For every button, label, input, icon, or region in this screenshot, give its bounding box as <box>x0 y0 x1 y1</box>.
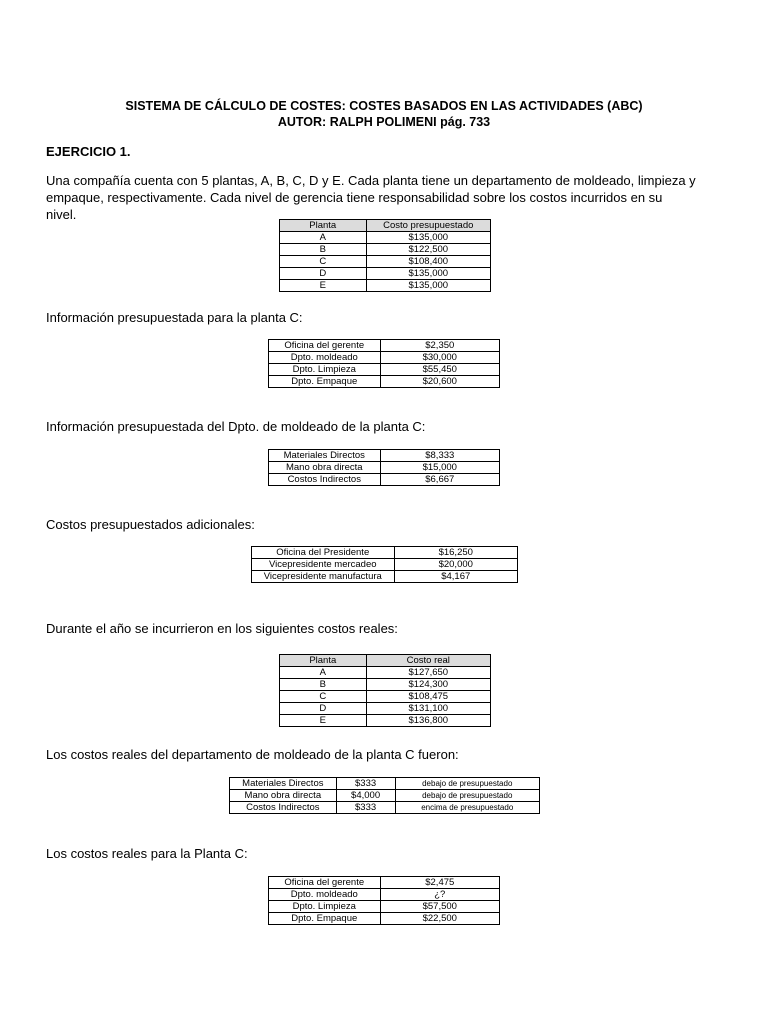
table-cell: $131,100 <box>366 703 490 715</box>
table-cell: $4,000 <box>336 790 395 802</box>
molding-actual-table <box>229 777 540 814</box>
table-cell: Vicepresidente mercadeo <box>252 559 395 571</box>
table-cell: $333 <box>336 778 395 790</box>
table-row <box>269 450 500 462</box>
table-cell: B <box>280 679 367 691</box>
actual-by-plant-table <box>279 654 491 727</box>
table-row <box>280 667 491 679</box>
table-cell: Oficina del gerente <box>269 877 381 889</box>
table-cell: Costos Indirectos <box>230 802 337 814</box>
exercise-heading: EJERCICIO 1. <box>46 144 131 159</box>
table-cell: B <box>280 244 367 256</box>
table-cell: $16,250 <box>394 547 517 559</box>
table-cell-note: debajo de presupuestado <box>395 778 540 790</box>
plant-c-actual-label: Los costos reales para la Planta C: <box>46 846 248 861</box>
table-row <box>280 268 491 280</box>
molding-budget-label: Información presupuestada del Dpto. de moldeado de la planta C: <box>46 419 426 434</box>
actual-costs-label: Durante el año se incurrieron en los siguientes costos reales: <box>46 621 398 636</box>
table-row <box>280 703 491 715</box>
table-cell: $135,000 <box>366 280 491 292</box>
table-cell: $55,450 <box>380 364 499 376</box>
table-cell: $6,667 <box>380 474 499 486</box>
table-cell: $108,475 <box>366 691 490 703</box>
table-row <box>230 802 540 814</box>
table-row <box>280 715 491 727</box>
table-cell: $4,167 <box>394 571 517 583</box>
table-row <box>280 232 491 244</box>
molding-budget-table <box>268 449 500 486</box>
table-row <box>269 352 500 364</box>
table-cell: Materiales Directos <box>269 450 381 462</box>
table-cell: Oficina del gerente <box>269 340 381 352</box>
table-cell: $57,500 <box>380 901 499 913</box>
table-cell-note: encima de presupuestado <box>395 802 540 814</box>
table-row <box>252 559 518 571</box>
table-cell-note: debajo de presupuestado <box>395 790 540 802</box>
table-cell: Costos Indirectos <box>269 474 381 486</box>
table-cell: D <box>280 268 367 280</box>
table-cell: $20,000 <box>394 559 517 571</box>
intro-paragraph: Una compañía cuenta con 5 plantas, A, B, C, D y E. Cada planta tiene un departamento de moldeado, limpieza y empaque, respectivamente. Cada nivel de gerencia tiene responsabilidad sobre los costos incurridos en su nivel. <box>46 173 696 222</box>
table-row <box>269 901 500 913</box>
table-row <box>269 376 500 388</box>
additional-costs-table <box>251 546 518 583</box>
table-cell: Oficina del Presidente <box>252 547 395 559</box>
document-author: AUTOR: RALPH POLIMENI pág. 733 <box>277 115 491 129</box>
table-cell: E <box>280 715 367 727</box>
table-cell: Vicepresidente manufactura <box>252 571 395 583</box>
table-cell: C <box>280 256 367 268</box>
table-cell: $22,500 <box>380 913 499 925</box>
plant-c-budget-label: Información presupuestada para la planta C: <box>46 310 303 325</box>
table-header-row <box>280 655 491 667</box>
additional-costs-label: Costos presupuestados adicionales: <box>46 517 255 532</box>
table-cell: ¿? <box>380 889 499 901</box>
molding-actual-label: Los costos reales del departamento de moldeado de la planta C fueron: <box>46 747 459 762</box>
table-row <box>269 364 500 376</box>
table-cell: $2,350 <box>380 340 499 352</box>
table-cell: D <box>280 703 367 715</box>
column-header: Costo presupuestado <box>366 220 491 232</box>
table-cell: Materiales Directos <box>230 778 337 790</box>
table-cell: $127,650 <box>366 667 490 679</box>
table-cell: $135,000 <box>366 268 491 280</box>
plant-c-actual-table <box>268 876 500 925</box>
table-cell: Dpto. Empaque <box>269 913 381 925</box>
column-header: Planta <box>280 655 367 667</box>
table-cell: Dpto. Limpieza <box>269 901 381 913</box>
table-header-row <box>280 220 491 232</box>
table-row <box>280 280 491 292</box>
table-cell: $124,300 <box>366 679 490 691</box>
table-row <box>269 877 500 889</box>
table-cell: Dpto. moldeado <box>269 889 381 901</box>
table-row <box>280 256 491 268</box>
table-cell: A <box>280 232 367 244</box>
table-row <box>269 340 500 352</box>
table-cell: Mano obra directa <box>269 462 381 474</box>
table-row <box>280 691 491 703</box>
table-cell: C <box>280 691 367 703</box>
table-cell: Dpto. Limpieza <box>269 364 381 376</box>
table-cell: E <box>280 280 367 292</box>
table-cell: $333 <box>336 802 395 814</box>
table-cell: $2,475 <box>380 877 499 889</box>
table-cell: $136,800 <box>366 715 490 727</box>
table-cell: $122,500 <box>366 244 491 256</box>
column-header: Costo real <box>366 655 490 667</box>
budget-by-plant-table <box>279 219 491 292</box>
table-cell: Dpto. moldeado <box>269 352 381 364</box>
plant-c-budget-table <box>268 339 500 388</box>
table-row <box>252 547 518 559</box>
table-cell: $20,600 <box>380 376 499 388</box>
table-row <box>280 244 491 256</box>
table-cell: A <box>280 667 367 679</box>
table-row <box>269 474 500 486</box>
table-row <box>269 462 500 474</box>
table-cell: Mano obra directa <box>230 790 337 802</box>
document-title: SISTEMA DE CÁLCULO DE COSTES: COSTES BASADOS EN LAS ACTIVIDADES (ABC) <box>125 99 643 113</box>
table-row <box>280 679 491 691</box>
table-cell: $15,000 <box>380 462 499 474</box>
table-row <box>269 913 500 925</box>
table-cell: $30,000 <box>380 352 499 364</box>
table-row <box>252 571 518 583</box>
table-row <box>230 778 540 790</box>
table-cell: $8,333 <box>380 450 499 462</box>
table-row <box>230 790 540 802</box>
table-cell: $108,400 <box>366 256 491 268</box>
table-cell: Dpto. Empaque <box>269 376 381 388</box>
table-row <box>269 889 500 901</box>
column-header: Planta <box>280 220 367 232</box>
table-cell: $135,000 <box>366 232 491 244</box>
